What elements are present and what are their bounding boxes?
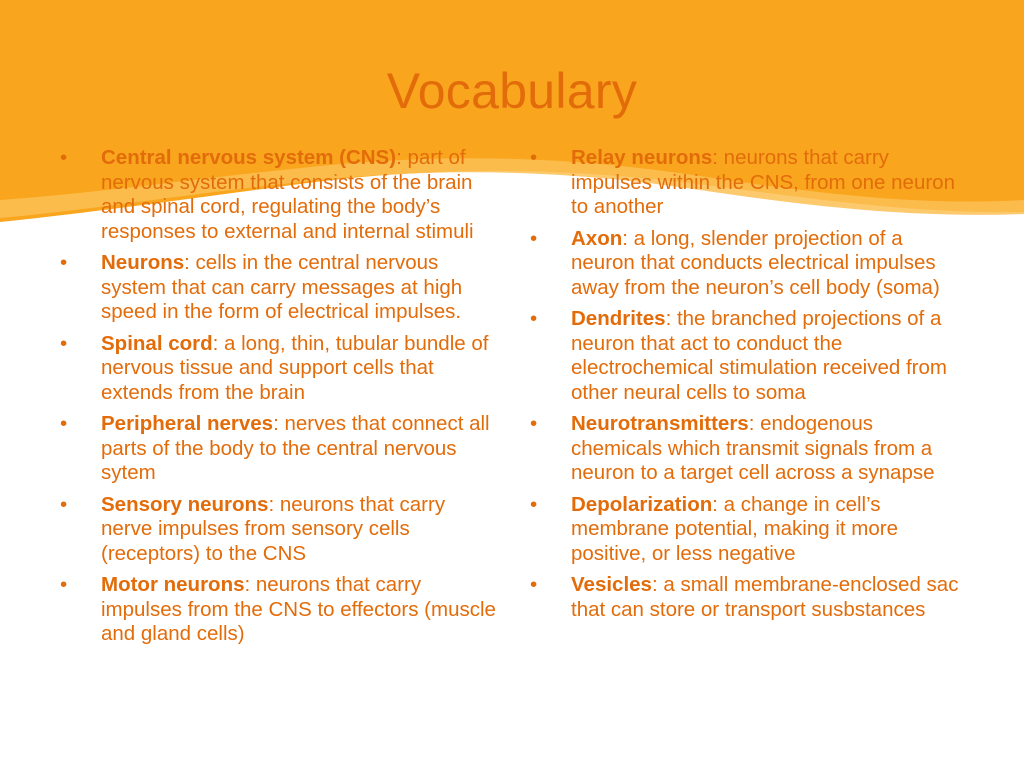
vocab-definition: : a small membrane-enclosed sac that can store or transport susbstances [571, 573, 959, 621]
bullet-icon: • [530, 573, 538, 596]
vocab-item-axon [528, 227, 968, 301]
bullet-icon: • [530, 307, 538, 330]
vocab-definition: : neurons that carry impulses within the CNS, from one neuron to another [571, 146, 955, 218]
vocab-term: Relay neurons [571, 146, 713, 169]
right-vocab-list [528, 146, 968, 622]
right-column [528, 146, 968, 629]
vocab-item-neurotransmitters [528, 412, 968, 486]
slide-title: Vocabulary [386, 63, 638, 119]
vocab-item-sensory-neurons [58, 493, 498, 567]
vocab-item-dendrites [528, 307, 968, 405]
vocab-definition: : nerves that connect all parts of the body to the central nervous sytem [101, 412, 490, 484]
vocab-item-vesicles [528, 573, 968, 622]
bullet-icon: • [60, 146, 68, 169]
vocab-item-spinal-cord [58, 332, 498, 406]
vocab-definition: : neurons that carry impulses from the CNS to effectors (muscle and gland cells) [101, 573, 496, 645]
vocab-definition: : neurons that carry nerve impulses from sensory cells (receptors) to the CNS [101, 492, 446, 565]
bullet-icon: • [60, 251, 68, 274]
vocab-definition: : a long, slender projection of a neuron that conducts electrical impulses away from the neuron’s cell body (soma) [571, 226, 940, 299]
vocab-term: Peripheral nerves [101, 412, 274, 435]
bullet-icon: • [530, 226, 538, 250]
vocab-item-cns [58, 146, 498, 244]
vocab-definition: : endogenous chemicals which transmit signals from a neuron to a target cell across a synapse [571, 412, 935, 484]
vocab-term: Neurons [101, 251, 185, 274]
vocab-term: Depolarization [571, 492, 713, 516]
vocab-term: Axon [571, 226, 623, 250]
vocab-term: Dendrites [571, 307, 666, 330]
bullet-icon: • [530, 412, 538, 435]
vocab-term: Vesicles [571, 573, 652, 596]
vocab-term: Spinal cord [101, 331, 213, 355]
vocab-definition: : cells in the central nervous system that can carry messages at high speed in the form of electrical impulses. [101, 251, 463, 323]
vocab-term: Central nervous system (CNS) [101, 146, 397, 169]
bullet-icon: • [530, 146, 538, 169]
vocab-item-neurons [58, 251, 498, 325]
vocab-item-relay-neurons [528, 146, 968, 220]
vocab-term: Neurotransmitters [571, 412, 749, 435]
vocab-definition: : a long, thin, tubular bundle of nervous tissue and support cells that extends from the brain [101, 331, 489, 404]
bullet-icon: • [60, 492, 68, 516]
vocab-term: Motor neurons [101, 573, 245, 596]
vocab-definition: : part of nervous system that consists of the brain and spinal cord, regulating the body’s responses to external and internal stimuli [101, 146, 474, 243]
vocab-term: Sensory neurons [101, 492, 269, 516]
bullet-icon: • [60, 573, 68, 596]
left-column [58, 146, 498, 654]
vocab-item-depolarization [528, 493, 968, 567]
bullet-icon: • [530, 492, 538, 516]
bullet-icon: • [60, 331, 68, 355]
left-vocab-list [58, 146, 498, 647]
vocab-item-motor-neurons [58, 573, 498, 647]
vocab-definition: : a change in cell’s membrane potential, making it more positive, or less negative [571, 492, 899, 565]
bullet-icon: • [60, 412, 68, 435]
vocab-definition: : the branched projections of a neuron that act to conduct the electrochemical stimulation received from other neural cells to soma [571, 307, 947, 404]
vocab-item-peripheral-nerves [58, 412, 498, 486]
